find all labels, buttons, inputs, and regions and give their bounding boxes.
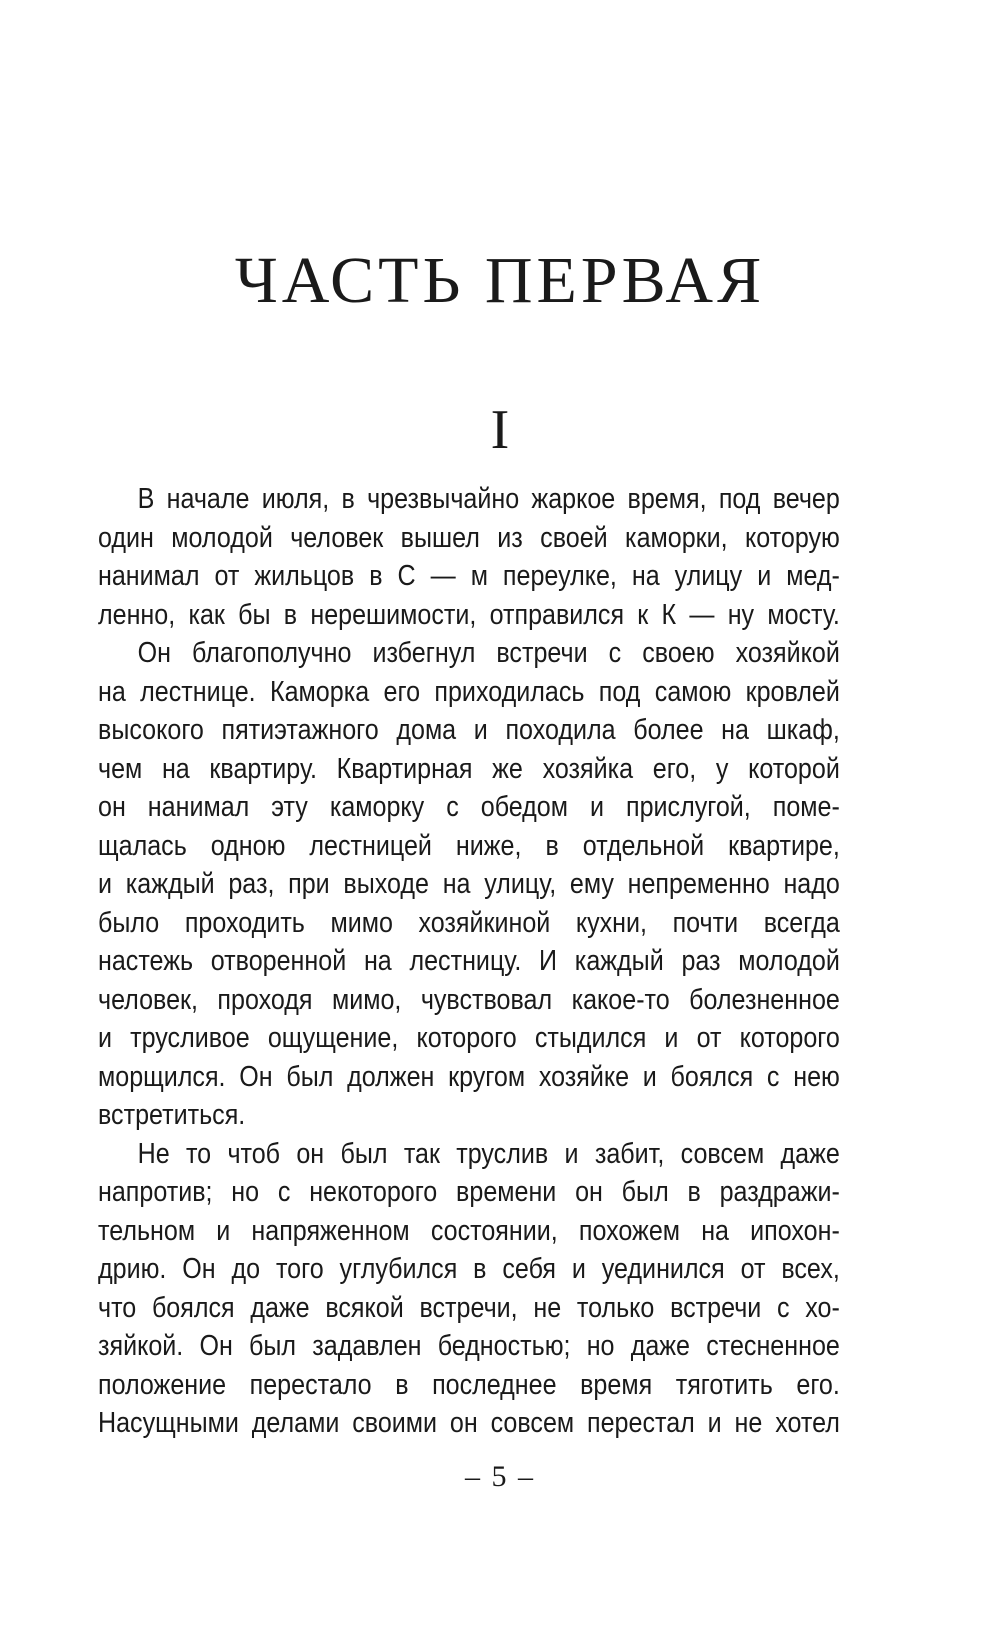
text-line: он нанимал эту каморку с обедом и прислугой, поме- xyxy=(98,791,840,823)
text-line: встретиться. xyxy=(98,1099,246,1131)
text-line: было проходить мимо хозяйкиной кухни, почти всегда xyxy=(98,906,840,939)
text-line: на лестнице. Каморка его приходилась под самою кровлей xyxy=(98,675,840,708)
text-line: и трусливое ощущение, которого стыдился и от которого xyxy=(98,1022,840,1054)
text-line: Он благополучно избегнул встречи с своею хозяйкой xyxy=(137,637,840,669)
part-title: ЧАСТЬ ПЕРВАЯ xyxy=(234,244,766,317)
text-line: тельном и напряженном состоянии, похожем на ипохон- xyxy=(98,1214,840,1247)
text-line: и каждый раз, при выходе на улицу, ему непременно надо xyxy=(98,868,840,900)
text-line: В начале июля, в чрезвычайно жаркое время, под вечер xyxy=(137,483,840,515)
body-text xyxy=(98,480,840,1443)
text-line: ленно, как бы в нерешимости, отправился к К — ну мосту. xyxy=(98,598,840,631)
text-line: Не то чтоб он был так труслив и забит, совсем даже xyxy=(137,1137,840,1170)
text-line: человек, проходя мимо, чувствовал какое-то болезненное xyxy=(98,983,840,1016)
chapter-number: I xyxy=(490,399,510,461)
text-line: один молодой человек вышел из своей каморки, которую xyxy=(98,521,840,554)
text-line: зяйкой. Он был задавлен бедностью; но даже стесненное xyxy=(98,1330,840,1362)
text-line: положение перестало в последнее время тяготить его. xyxy=(98,1368,840,1401)
text-line: Насущными делами своими он совсем перестал и не хотел xyxy=(98,1407,840,1439)
text-line: дрию. Он до того углубился в себя и уединился от всех, xyxy=(98,1253,840,1285)
text-line: морщился. Он был должен кругом хозяйке и боялся с нею xyxy=(98,1060,840,1093)
text-line: напротив; но с некоторого времени он был в раздражи- xyxy=(98,1176,840,1208)
text-line: настежь отворенной на лестницу. И каждый раз молодой xyxy=(98,945,840,977)
text-line: щалась одною лестницей ниже, в отдельной квартире, xyxy=(98,829,840,862)
text-line: высокого пятиэтажного дома и походила более на шкаф, xyxy=(98,714,840,746)
text-line: нанимал от жильцов в С — м переулке, на улицу и мед- xyxy=(98,560,840,592)
text-line: чем на квартиру. Квартирная же хозяйка его, у которой xyxy=(98,752,840,785)
text-line: что боялся даже всякой встречи, не только встречи с хо- xyxy=(98,1291,840,1324)
page-number: – 5 – xyxy=(465,1460,535,1493)
